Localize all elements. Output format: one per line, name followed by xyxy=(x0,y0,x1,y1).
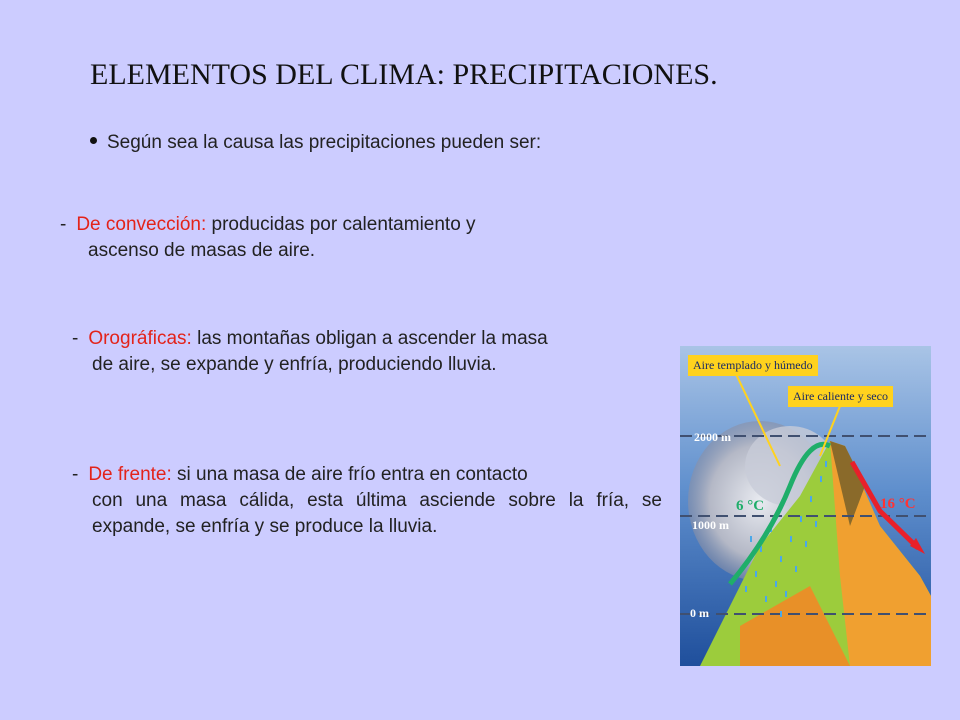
page-title: ELEMENTOS DEL CLIMA: PRECIPITACIONES. xyxy=(90,58,718,91)
section-conveccion xyxy=(60,212,656,264)
section-text-line1: si una masa de aire frío entra en contacto xyxy=(171,464,528,485)
section-text-line2: de aire, se expande y enfría, produciendo lluvia. xyxy=(92,354,497,375)
label-dry-air: Aire caliente y seco xyxy=(788,386,893,407)
label-humid-air: Aire templado y húmedo xyxy=(688,355,818,376)
intro-bullet xyxy=(90,132,541,154)
dash-marker: - xyxy=(72,328,79,349)
altitude-1000: 1000 m xyxy=(692,518,729,532)
section-frente xyxy=(72,462,662,540)
altitude-2000: 2000 m xyxy=(694,430,731,444)
bullet-icon xyxy=(90,137,97,144)
section-orograficas xyxy=(72,326,678,378)
intro-text: Según sea la causa las precipitaciones pueden ser: xyxy=(107,132,542,153)
section-text-line1: las montañas obligan a ascender la masa xyxy=(191,328,548,349)
section-text-line2: ascenso de masas de aire. xyxy=(88,240,316,261)
orographic-illustration xyxy=(680,346,931,666)
term-orograficas: Orográficas: xyxy=(88,328,192,349)
section-text-line1: producidas por calentamiento y xyxy=(206,214,476,235)
altitude-0: 0 m xyxy=(690,606,709,620)
temp-leeward: 16 °C xyxy=(880,496,916,512)
dash-marker: - xyxy=(72,464,79,485)
dash-marker: - xyxy=(60,214,67,235)
temp-windward: 6 °C xyxy=(736,498,765,514)
term-frente: De frente: xyxy=(88,464,172,485)
term-conveccion: De convección: xyxy=(76,214,207,235)
section-text-line2: con una masa cálida, esta última asciende sobre la fría, se expande, se enfría y se produce la lluvia. xyxy=(92,490,662,537)
